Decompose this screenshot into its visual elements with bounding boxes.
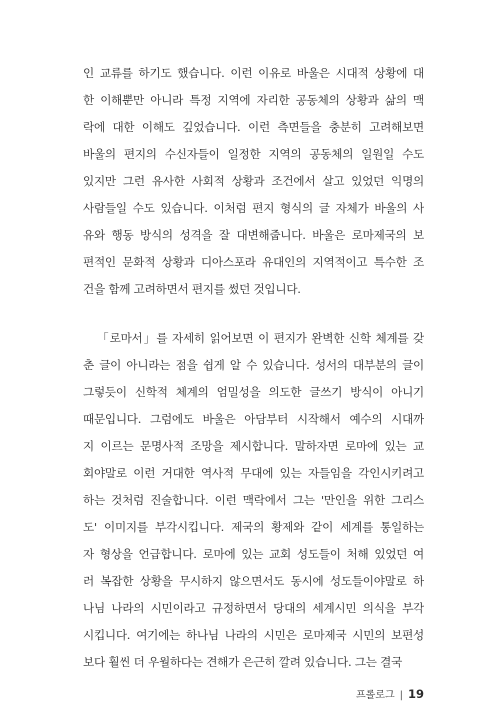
text-line: 사람들일 수도 있습니다. 이처럼 편지 형식의 글 자체가 바울의 사 <box>83 201 424 215</box>
text-line: 시킵니다. 여기에는 하나님 나라의 시민은 로마제국 시민의 보편성 <box>83 628 424 642</box>
folio-separator: | <box>399 690 403 701</box>
page-folio <box>356 686 424 702</box>
text-line: 유와 행동 방식의 성격을 잘 대변해줍니다. 바울은 로마제국의 보 <box>83 228 424 242</box>
text-line: 춘 글이 아니라는 점을 쉽게 알 수 있습니다. 성서의 대부분의 글이 <box>83 358 424 372</box>
text-line: 바울의 편지의 수신자들이 일정한 지역의 공동체의 일원일 수도 <box>83 147 424 161</box>
text-line: 때문입니다. 그럼에도 바울은 아담부터 시작해서 예수의 시대까 <box>83 412 424 426</box>
text-line: 회야말로 이런 거대한 역사적 무대에 있는 자들임을 각인시키려고 <box>83 466 424 480</box>
text-line: 보다 훨씬 더 우월하다는 견해가 은근히 깔려 있습니다. 그는 결국 <box>83 655 403 669</box>
text-line: 있지만 그런 유사한 사회적 상황과 조건에서 살고 있었던 익명의 <box>83 174 424 188</box>
text-line: 한 이해뿐만 아니라 특정 지역에 자리한 공동체의 상황과 삶의 맥 <box>83 93 424 107</box>
folio-section: 프롤로그 <box>355 690 395 701</box>
text-line: 도' 이미지를 부각시킵니다. 제국의 황제와 같이 세계를 통일하는 <box>83 520 424 534</box>
text-line: 「로마서」를 자세히 읽어보면 이 편지가 완벽한 신학 체계를 갖 <box>97 331 424 345</box>
text-line: 편적인 문화적 상황과 디아스포라 유대인의 지역적이고 특수한 조 <box>83 255 424 269</box>
text-line: 하는 것처럼 진술합니다. 이런 맥락에서 그는 '만인을 위한 그리스 <box>83 493 424 507</box>
page-number: 19 <box>407 687 424 701</box>
text-line: 지 이르는 문명사적 조망을 제시합니다. 말하자면 로마에 있는 교 <box>83 439 424 453</box>
text-line: 자 형상을 언급합니다. 로마에 있는 교회 성도들이 처해 있었던 여 <box>83 547 424 561</box>
text-line: 그렇듯이 신학적 체계의 엄밀성을 의도한 글쓰기 방식이 아니기 <box>83 385 424 399</box>
text-line: 건을 함께 고려하면서 편지를 썼던 것입니다. <box>83 282 301 296</box>
text-line: 인 교류를 하기도 했습니다. 이런 이유로 바울은 시대적 상황에 대 <box>83 66 424 80</box>
text-line: 러 복잡한 상황을 무시하지 않으면서도 동시에 성도들이야말로 하 <box>83 574 424 588</box>
text-line: 락에 대한 이해도 깊었습니다. 이런 측면들을 충분히 고려해보면 <box>83 120 424 134</box>
text-line: 나님 나라의 시민이라고 규정하면서 당대의 세계시민 의식을 부각 <box>83 601 424 615</box>
